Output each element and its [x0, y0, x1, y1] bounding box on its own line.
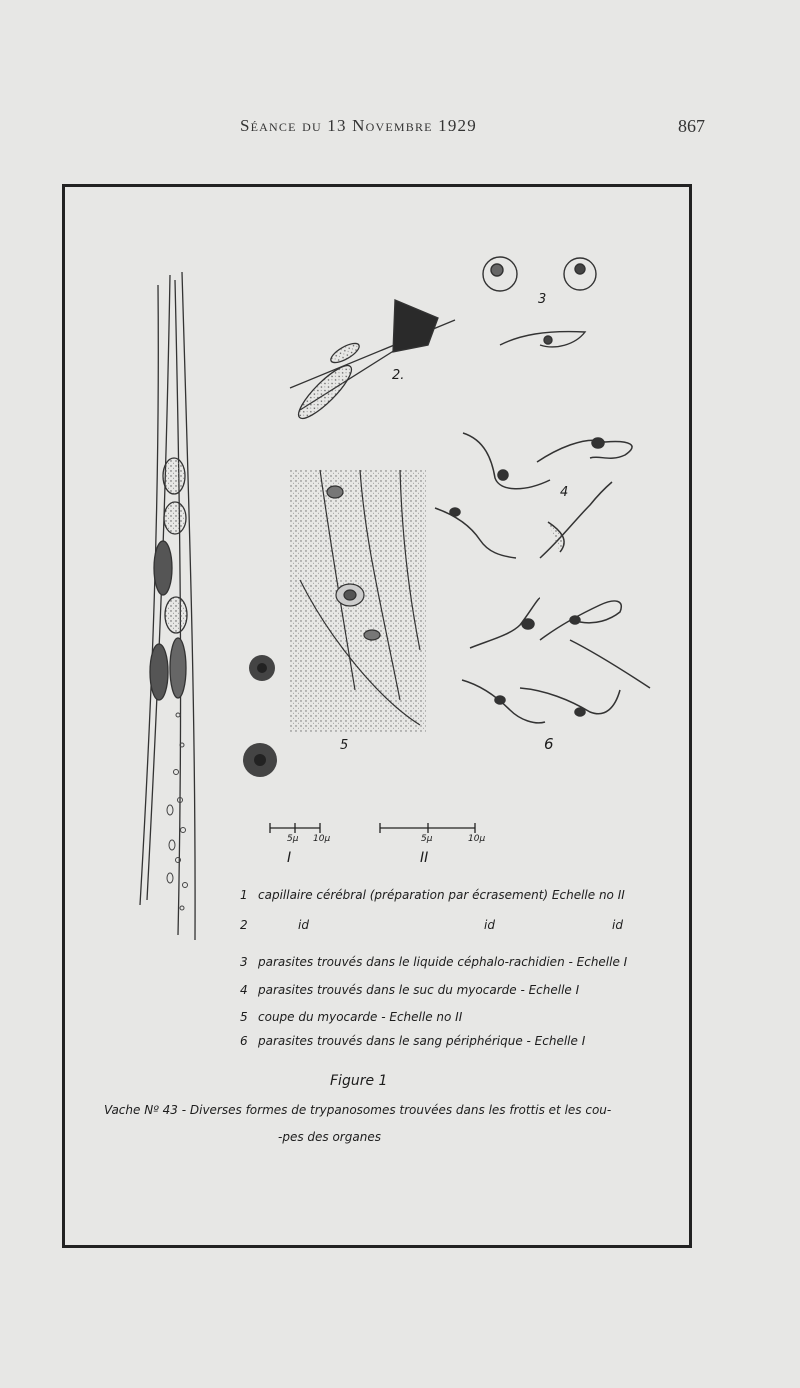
- legend-text: capillaire cérébral (préparation par écrasement) Echelle no II: [258, 888, 625, 902]
- legend-number: 3: [240, 955, 248, 969]
- figure-caption-line-1: Vache Nº 43 - Diverses formes de trypanosomes trouvées dans les frottis et les cou-: [104, 1103, 612, 1117]
- figure-6-drawing: [462, 598, 650, 723]
- figure-title: Figure 1: [330, 1073, 388, 1089]
- figure-4-drawing: [435, 433, 632, 558]
- legend-text-2: id: [484, 918, 495, 932]
- legend-text-3: id: [612, 918, 623, 932]
- legend-number: 6: [240, 1034, 248, 1048]
- legend-number: 5: [240, 1010, 248, 1024]
- legend-text: parasites trouvés dans le suc du myocarde - Echelle I: [258, 983, 580, 997]
- legend-text: parasites trouvés dans le sang périphérique - Echelle I: [258, 1034, 586, 1048]
- scale-1-tick-10: 10μ: [313, 834, 331, 844]
- legend-text: coupe du myocarde - Echelle no II: [258, 1010, 463, 1024]
- legend-row-5: [0, 1010, 800, 1032]
- scale-2-tick-10: 10μ: [468, 834, 486, 844]
- scale-1-tick-5: 5μ: [287, 834, 299, 844]
- capillary-drawing: [140, 272, 195, 940]
- figure-number-2: 2.: [392, 368, 405, 383]
- scale-1-label: I: [287, 850, 292, 866]
- figure-number-5: 5: [340, 738, 349, 753]
- legend-row-1: [0, 888, 800, 910]
- figure-5-drawing: [290, 470, 426, 732]
- free-cells: [243, 655, 277, 777]
- legend-text: id: [298, 918, 309, 932]
- figure-number-4: 4: [560, 485, 569, 500]
- figure-caption-line-2: -pes des organes: [278, 1130, 381, 1144]
- legend-number: 4: [240, 983, 248, 997]
- page-number: 867: [678, 116, 705, 136]
- figure-number-3: 3: [538, 292, 547, 307]
- scale-2-tick-5: 5μ: [421, 834, 433, 844]
- legend-number: 1: [240, 888, 248, 902]
- scale-2-label: II: [420, 850, 429, 866]
- legend-text: parasites trouvés dans le liquide céphalo-rachidien - Echelle I: [258, 955, 628, 969]
- legend-row-6: [0, 1034, 800, 1056]
- legend-row-2: [0, 918, 800, 940]
- scale-bars: [270, 823, 475, 833]
- legend-row-3: [0, 955, 800, 977]
- legend-number: 2: [240, 918, 248, 932]
- legend-row-4: [0, 983, 800, 1005]
- figure-2-drawing: [290, 300, 455, 425]
- running-title: Séance du 13 Novembre 1929: [240, 116, 477, 135]
- figure-number-6: 6: [544, 735, 554, 753]
